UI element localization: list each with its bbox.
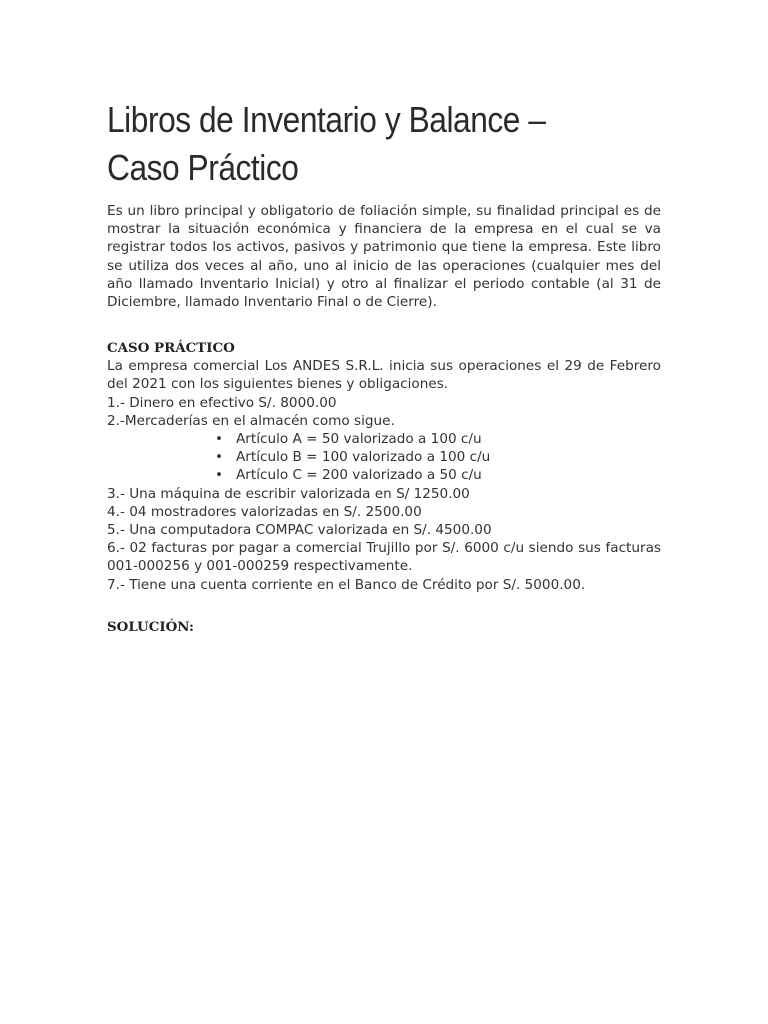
list-item-4: 4.- 04 mostradores valorizadas en S/. 2500.00	[107, 503, 422, 520]
title-line-2: Caso Práctico	[107, 147, 299, 188]
intro-paragraph: Es un libro principal y obligatorio de foliación simple, su finalidad principal es de mostrar la situación económica y financiera de la empresa en el cual se va registrar todos los activos, pasivos y patrimonio que tiene la empresa. Este libro se utiliza dos veces al año, uno al inicio de las operaciones (cualquier mes del año llamado Inventario Inicial) y otro al finalizar el periodo contable (al 31 de Diciembre, llamado Inventario Final o de Cierre).	[107, 203, 661, 311]
list-item-1: 1.- Dinero en efectivo S/. 8000.00	[107, 394, 337, 411]
merchandise-item-text: Artículo B = 100 valorizado a 100 c/u	[236, 449, 491, 466]
list-item-7: 7.- Tiene una cuenta corriente en el Banco de Crédito por S/. 5000.00.	[107, 576, 586, 593]
merchandise-item-text: Artículo A = 50 valorizado a 100 c/u	[236, 431, 482, 448]
list-item-5: 5.- Una computadora COMPAC valorizada en S/. 4500.00	[107, 522, 492, 539]
list-item-6: 6.- 02 facturas por pagar a comercial Trujillo por S/. 6000 c/u siendo sus facturas 001-000256 y 001-000259 respectivamente.	[107, 540, 661, 575]
list-item-2: 2.-Mercaderías en el almacén como sigue.	[107, 412, 395, 429]
merchandise-item-a	[215, 430, 661, 448]
merchandise-item-c	[215, 466, 661, 484]
solution-heading: SOLUCIÓN:	[107, 618, 194, 635]
document-page	[107, 96, 661, 636]
title-line-1: Libros de Inventario y Balance –	[107, 99, 546, 140]
case-heading: CASO PRÁCTICO	[107, 340, 235, 357]
bullet-icon: •	[215, 449, 224, 466]
bullet-icon: •	[215, 431, 224, 448]
bullet-icon: •	[215, 467, 224, 484]
list-item-3: 3.- Una máquina de escribir valorizada en S/ 1250.00	[107, 485, 470, 502]
merchandise-item-text: Artículo C = 200 valorizado a 50 c/u	[236, 467, 482, 484]
merchandise-list	[107, 430, 661, 485]
case-body	[107, 357, 661, 594]
page-title	[107, 96, 661, 192]
merchandise-item-b	[215, 448, 661, 466]
case-intro-paragraph: La empresa comercial Los ANDES S.R.L. inicia sus operaciones el 29 de Febrero del 2021 con los siguientes bienes y obligaciones.	[107, 358, 661, 393]
